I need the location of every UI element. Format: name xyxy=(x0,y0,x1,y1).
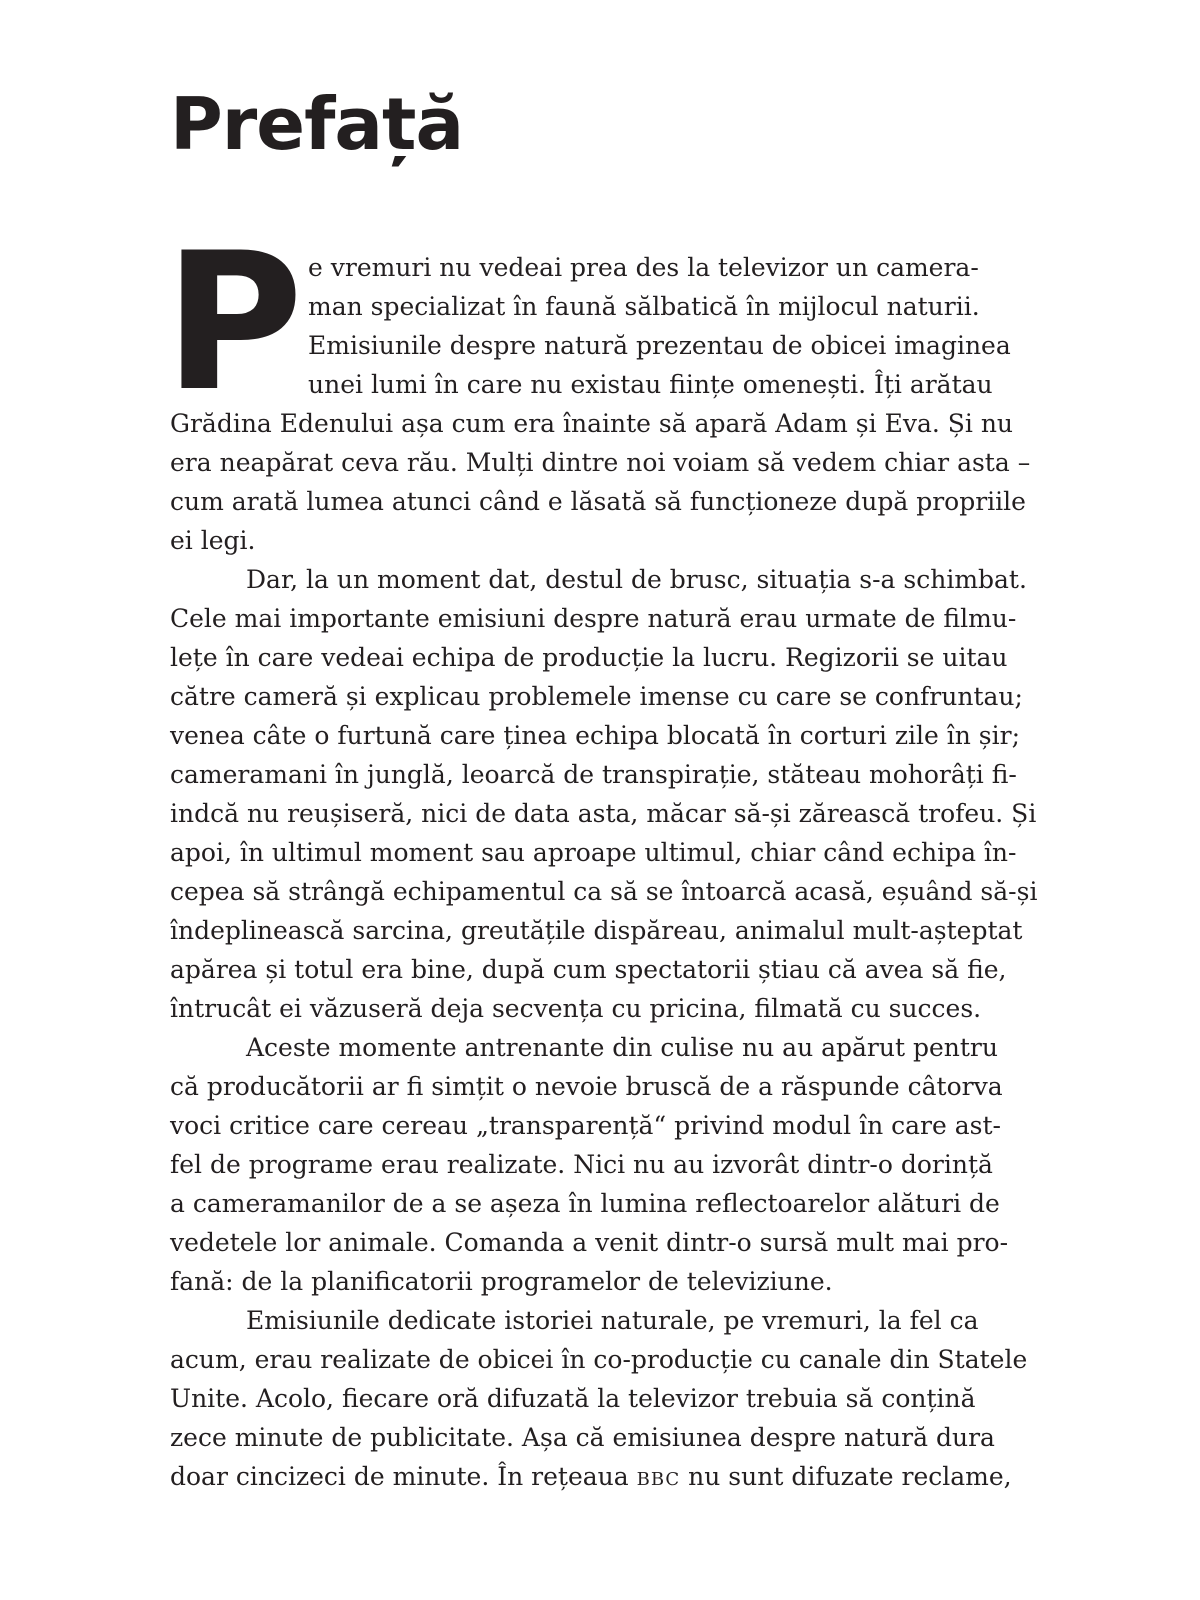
text-line: voci critice care cereau „transparență“ privind modul în care ast- xyxy=(170,1111,1001,1140)
text-line: vedetele lor animale. Comanda a venit dintr-o sursă mult mai pro- xyxy=(170,1228,1009,1257)
text-line: venea câte o furtună care ținea echipa blocată în corturi zile în șir; xyxy=(170,721,1020,750)
text-line: man specializat în faună sălbatică în mijlocul naturii. xyxy=(308,292,980,321)
text-line: către cameră și explicau problemele imense cu care se confruntau; xyxy=(170,682,1023,711)
text-line: apărea și totul era bine, după cum spectatorii știau că avea să fie, xyxy=(170,955,1007,984)
text-line: ei legi. xyxy=(170,526,256,555)
text-line: cum arată lumea atunci când e lăsată să funcționeze după propriile xyxy=(170,487,1026,516)
text-line: a cameramanilor de a se așeza în lumina reflectoarelor alături de xyxy=(170,1189,1000,1218)
text-segment: doar cincizeci de minute. În rețeaua xyxy=(170,1462,629,1491)
text-line: întrucât ei văzuseră deja secvența cu pricina, filmată cu succes. xyxy=(170,994,982,1023)
drop-cap-letter: P xyxy=(164,212,304,433)
text-line: zece minute de publicitate. Așa că emisiunea despre natură dura xyxy=(170,1423,995,1452)
text-line: era neapărat ceva rău. Mulți dintre noi voiam să vedem chiar asta – xyxy=(170,448,1031,477)
text-line: Aceste momente antrenante din culise nu au apărut pentru xyxy=(246,1033,998,1062)
text-segment: nu sunt difuzate reclame, xyxy=(688,1462,1012,1491)
text-line: lețe în care vedeai echipa de producție la lucru. Regizorii se uitau xyxy=(170,643,1008,672)
text-line: că producătorii ar fi simțit o nevoie bruscă de a răspunde câtorva xyxy=(170,1072,1003,1101)
body-text xyxy=(170,248,1070,1496)
text-line: fel de programe erau realizate. Nici nu au izvorât dintr-o dorință xyxy=(170,1150,993,1179)
text-line: Unite. Acolo, fiecare oră difuzată la televizor trebuia să conțină xyxy=(170,1384,976,1413)
text-line: apoi, în ultimul moment sau aproape ultimul, chiar când echipa în- xyxy=(170,838,1017,867)
text-line-last xyxy=(170,1457,1070,1496)
text-line: fană: de la planificatorii programelor de televiziune. xyxy=(170,1267,833,1296)
text-line: acum, erau realizate de obicei în co-producție cu canale din Statele xyxy=(170,1345,1028,1374)
text-line: Cele mai importante emisiuni despre natură erau urmate de filmu- xyxy=(170,604,1017,633)
text-line: Grădina Edenului așa cum era înainte să apară Adam și Eva. Și nu xyxy=(170,409,1014,438)
chapter-heading: Prefață xyxy=(170,82,464,166)
text-line: Dar, la un moment dat, destul de brusc, situația s-a schimbat. xyxy=(246,565,1027,594)
text-line: Emisiunile despre natură prezentau de obicei imaginea xyxy=(308,331,1011,360)
text-line: cameramani în junglă, leoarcă de transpirație, stăteau mohorâți fi- xyxy=(170,760,1017,789)
text-line: indcă nu reușiseră, nici de data asta, măcar să-și zărească trofeu. Și xyxy=(170,799,1037,828)
text-line: cepea să strângă echipamentul ca să se întoarcă acasă, eșuând să-și xyxy=(170,877,1038,906)
text-line: e vremuri nu vedeai prea des la televizor un camera- xyxy=(308,253,979,282)
small-caps-abbreviation: BBC xyxy=(636,1469,681,1490)
text-line: îndeplinească sarcina, greutățile dispăreau, animalul mult-așteptat xyxy=(170,916,1023,945)
text-line: Emisiunile dedicate istoriei naturale, pe vremuri, la fel ca xyxy=(246,1306,979,1335)
text-line: unei lumi în care nu existau ființe omenești. Îți arătau xyxy=(308,370,993,399)
